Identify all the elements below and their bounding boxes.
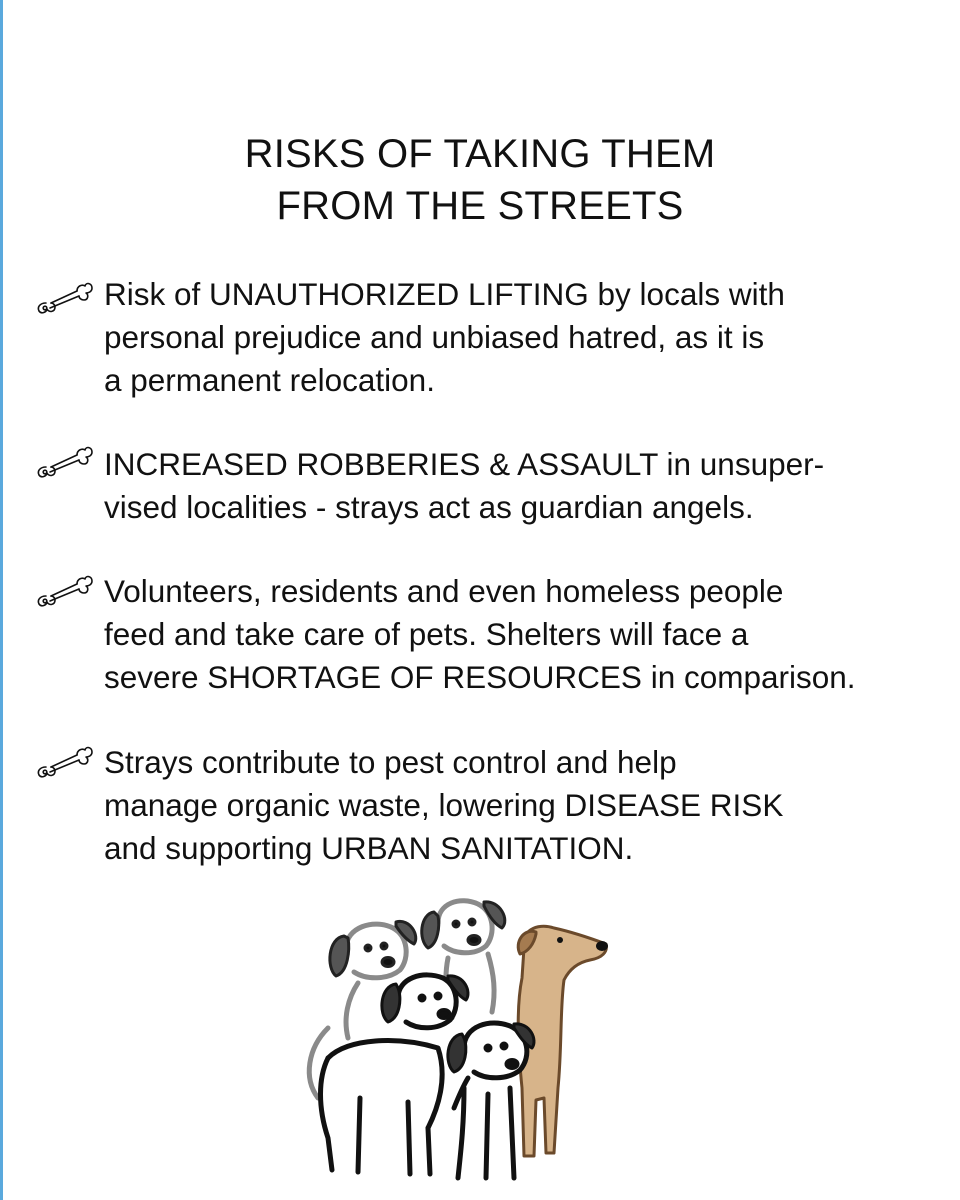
bone-icon (34, 281, 94, 315)
bone-icon (34, 745, 94, 779)
title-line-2: FROM THE STREETS (276, 184, 684, 228)
list-item-text: Risk of UNAUTHORIZED LIFTING by locals with personal prejudice and unbiased hatred, as it is a permanent relocation. (104, 276, 785, 398)
title-line-1: RISKS OF TAKING THEM (244, 132, 716, 176)
list-item-text: Volunteers, residents and even homeless people feed and take care of pets. Shelters will face a severe SHORTAGE OF RESOURCES in comparison. (104, 573, 856, 695)
bone-icon (34, 445, 94, 479)
bone-icon (34, 574, 94, 608)
dog-group-illustration (288, 888, 628, 1188)
page-title (0, 128, 960, 232)
list-item-text: INCREASED ROBBERIES & ASSAULT in unsuper- vised localities - strays act as guardian angels. (104, 446, 825, 525)
list-item-text: Strays contribute to pest control and help manage organic waste, lowering DISEASE RISK and supporting URBAN SANITATION. (104, 744, 784, 866)
